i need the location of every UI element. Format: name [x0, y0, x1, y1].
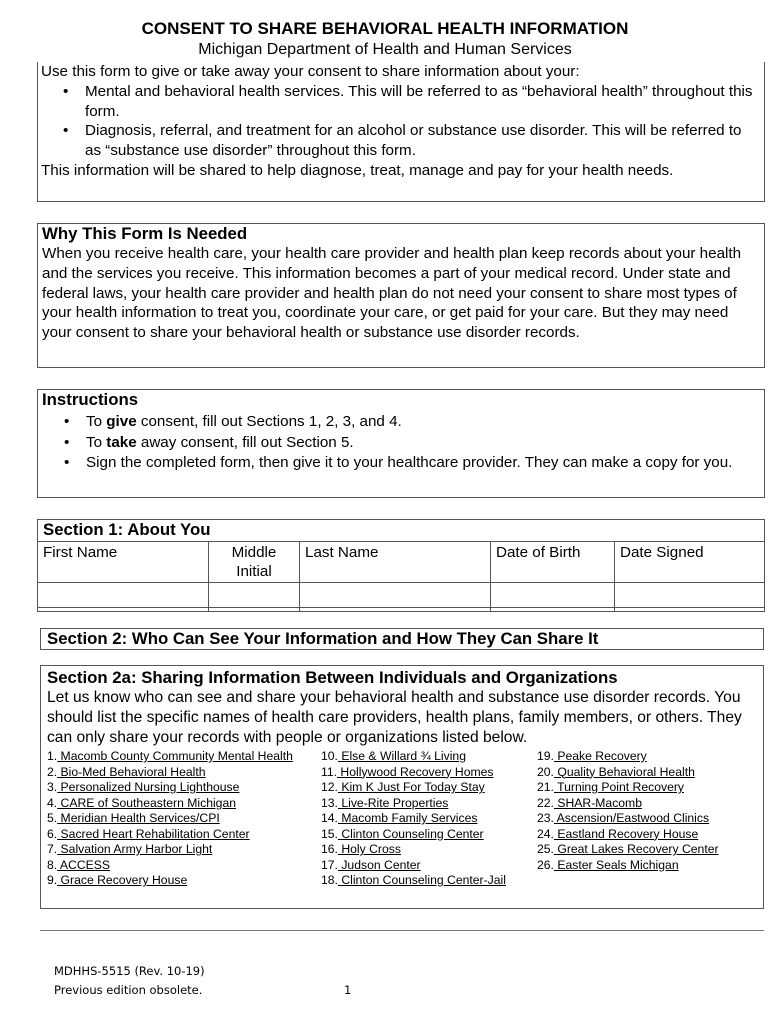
middle-initial-field[interactable] — [209, 583, 300, 612]
org-item: 16. Holy Cross — [321, 842, 401, 856]
intro-box — [37, 62, 765, 202]
org-item: 21. Turning Point Recovery — [537, 780, 685, 794]
instruction-item: • To take away consent, fill out Section 5. — [42, 432, 760, 453]
date-of-birth-label: Date of Birth — [491, 542, 615, 583]
why-body: When you receive health care, your health care provider and health plan keep records about your health and the services you receive. This information becomes a part of your medical record. Under state and federal laws, your health care provider and health plan do not need your consent to share most types of your health information to treat you, coordinate your care, or get paid for your care. But they may need your consent to share your behavioral health or substance use disorder records. — [42, 245, 742, 342]
org-item: 25. Great Lakes Recovery Center — [537, 842, 719, 856]
org-item: 15. Clinton Counseling Center — [321, 826, 484, 841]
last-name-label: Last Name — [300, 542, 491, 583]
org-item: 19. Peake Recovery — [537, 749, 647, 763]
date-signed-label: Date Signed — [615, 542, 765, 583]
form-title: CONSENT TO SHARE BEHAVIORAL HEALTH INFORMATION — [141, 19, 629, 38]
org-item: 14. Macomb Family Services — [321, 811, 478, 825]
instructions-list — [42, 411, 760, 473]
page-number: 1 — [344, 983, 352, 997]
form-subtitle: Michigan Department of Health and Human Services — [198, 41, 572, 58]
intro-bullet: • Diagnosis, referral, and treatment for an alcohol or substance use disorder. This will be referred to as “substance use disorder” throughout this form. — [41, 121, 761, 161]
about-you-table — [37, 541, 765, 612]
org-item: 17. Judson Center — [321, 857, 421, 872]
org-item: 10. Else & Willard ¾ Living — [321, 749, 466, 763]
org-item: 22. SHAR-Macomb — [537, 795, 642, 810]
org-item: 23. Ascension/Eastwood Clinics — [537, 811, 710, 825]
date-signed-field[interactable] — [615, 583, 765, 612]
intro-closing: This information will be shared to help diagnose, treat, manage and pay for your health needs. — [41, 161, 674, 179]
why-box — [37, 223, 765, 368]
section1-heading: Section 1: About You — [43, 520, 211, 539]
last-name-field[interactable] — [300, 583, 491, 612]
section2-heading: Section 2: Who Can See Your Information and How They Can Share It — [40, 628, 764, 650]
why-heading: Why This Form Is Needed — [42, 224, 248, 243]
org-item: 3. Personalized Nursing Lighthouse — [47, 780, 240, 794]
org-item: 11. Hollywood Recovery Homes — [321, 764, 494, 779]
instructions-box — [37, 389, 765, 498]
org-item: 4. CARE of Southeastern Michigan — [47, 795, 237, 810]
footer-divider — [40, 930, 764, 931]
instruction-item: • To give consent, fill out Sections 1, 2, 3, and 4. — [42, 411, 760, 432]
section2a-heading: Section 2a: Sharing Information Between Individuals and Organizations — [47, 668, 618, 687]
section2a-box — [40, 665, 764, 909]
org-item: 5. Meridian Health Services/CPI — [47, 811, 220, 825]
intro-bullets — [41, 82, 761, 161]
section1-box — [37, 519, 765, 608]
instruction-item: • Sign the completed form, then give it to your healthcare provider. They can make a copy for you. — [42, 453, 760, 473]
first-name-label: First Name — [38, 542, 209, 583]
middle-initial-label: Middle Initial — [209, 542, 300, 583]
org-list-column-2 — [321, 749, 506, 889]
org-list-column-1 — [47, 749, 293, 889]
intro-lead: Use this form to give or take away your consent to share information about your: — [41, 63, 580, 80]
org-item: 18. Clinton Counseling Center-Jail — [321, 873, 506, 887]
intro-bullet: • Mental and behavioral health services. This will be referred to as “behavioral health” throughout this form. — [41, 82, 761, 122]
org-item: 7. Salvation Army Harbor Light — [47, 842, 213, 856]
org-item: 13. Live-Rite Properties — [321, 795, 449, 810]
org-item: 8. ACCESS — [47, 857, 111, 872]
org-item: 6. Sacred Heart Rehabilitation Center — [47, 826, 250, 841]
org-item: 2. Bio-Med Behavioral Health — [47, 764, 206, 779]
org-item: 20. Quality Behavioral Health — [537, 764, 695, 779]
instructions-heading: Instructions — [42, 390, 139, 409]
org-item: 24. Eastland Recovery House — [537, 826, 699, 841]
form-id: MDHHS-5515 (Rev. 10-19) — [54, 964, 205, 978]
edition-note: Previous edition obsolete. — [54, 983, 203, 997]
org-item: 26. Easter Seals Michigan — [537, 857, 679, 872]
org-item: 12. Kim K Just For Today Stay — [321, 780, 485, 794]
first-name-field[interactable] — [38, 583, 209, 612]
org-item: 9. Grace Recovery House — [47, 873, 188, 887]
section2a-body: Let us know who can see and share your behavioral health and substance use disorder records. You should list the specific names of health care providers, health plans, family members, or others. They can only share your records with people or organizations listed below. — [47, 689, 742, 746]
org-list-column-3 — [537, 749, 719, 873]
org-item: 1. Macomb County Community Mental Health — [47, 749, 293, 763]
date-of-birth-field[interactable] — [491, 583, 615, 612]
